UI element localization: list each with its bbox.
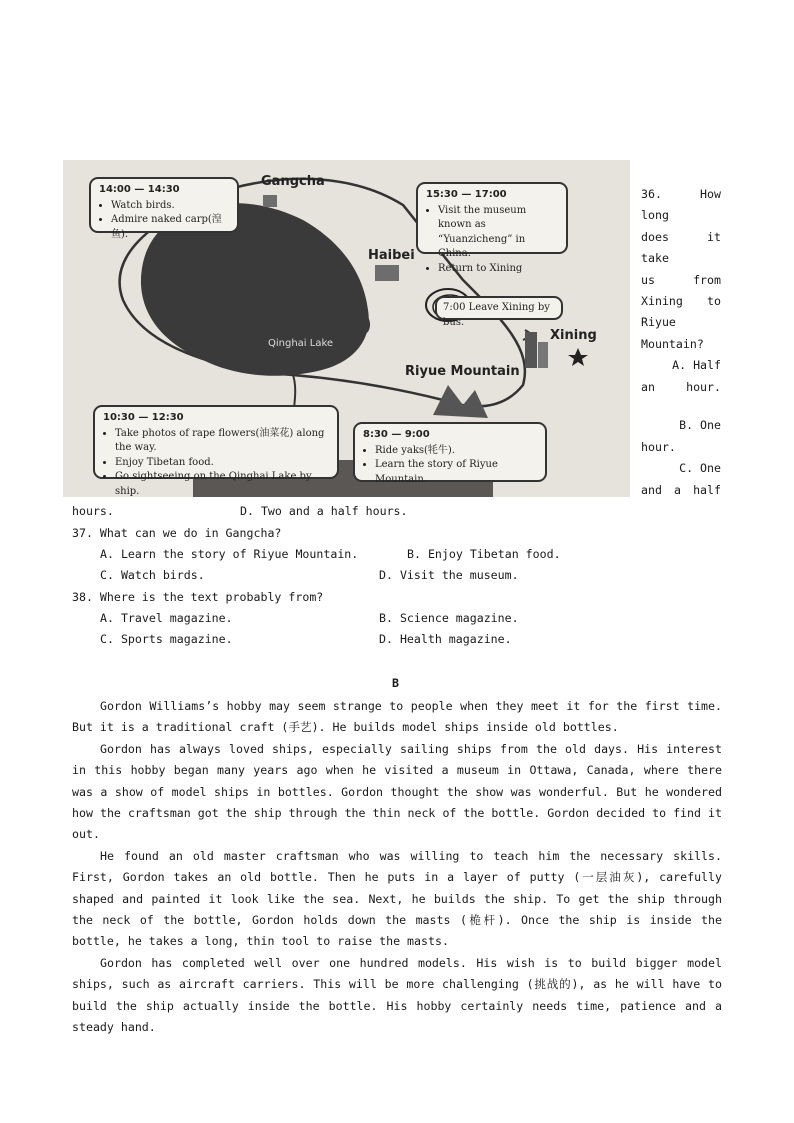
q36-option-a-cont: an hour. bbox=[641, 379, 721, 394]
section-b-passage bbox=[72, 696, 722, 1039]
question-36 bbox=[641, 184, 721, 398]
callout-riyue-item: • Learn the story of Riyue Mountain. bbox=[375, 458, 537, 487]
q37-option-b: B. Enjoy Tibetan food. bbox=[407, 547, 561, 561]
map-label-xining: Xining bbox=[550, 328, 597, 343]
q36-option-b-cont: hour. bbox=[641, 440, 676, 454]
map-label-qinghai-lake: Qinghai Lake bbox=[268, 338, 334, 349]
callout-riyue-time: 8:30 — 9:00 bbox=[363, 429, 430, 440]
callout-haibei bbox=[416, 182, 568, 274]
q36-option-c: C. One bbox=[679, 461, 721, 475]
passage-paragraph-1: Gordon Williams’s hobby may seem strange to people when they meet it for the first time. But it is a traditional craft (手艺). He builds model ships inside old bottles. bbox=[72, 699, 722, 735]
q37-option-c: C. Watch birds. bbox=[100, 568, 205, 582]
q36-line: Riyue bbox=[641, 315, 676, 330]
q36-option-a: A. Half bbox=[672, 358, 721, 373]
callout-gangcha-item: • Admire naked carp(湟鱼). bbox=[111, 213, 229, 242]
callout-haibei-item: • Visit the museum known as “Yuanzicheng” in China. bbox=[438, 204, 558, 262]
callout-gangcha-time: 14:00 — 14:30 bbox=[99, 184, 180, 195]
callout-lake-item: • Go sightseeing on the Qinghai Lake by ship. bbox=[115, 470, 329, 497]
q36-option-b: B. One bbox=[679, 418, 721, 432]
callout-lake-item: • Take photos of rape flowers(油菜花) along the way. bbox=[115, 427, 329, 456]
callout-qinghai-lake bbox=[93, 405, 339, 497]
callout-riyue-item: • Ride yaks(牦牛). bbox=[375, 444, 537, 459]
q36-line: Mountain? bbox=[641, 336, 704, 351]
q38-option-c: C. Sports magazine. bbox=[100, 632, 233, 646]
travel-map-image bbox=[63, 160, 630, 497]
map-label-gangcha: Gangcha bbox=[261, 174, 325, 189]
callout-haibei-time: 15:30 — 17:00 bbox=[426, 189, 507, 200]
section-b-heading: B bbox=[392, 676, 399, 690]
q38-question: 38. Where is the text probably from? bbox=[72, 590, 324, 604]
q36-option-c-end: hours. bbox=[72, 504, 114, 518]
q38-option-d: D. Health magazine. bbox=[379, 632, 512, 646]
q37-option-a: A. Learn the story of Riyue Mountain. bbox=[100, 547, 359, 561]
map-label-haibei: Haibei bbox=[368, 248, 415, 263]
q37-option-d: D. Visit the museum. bbox=[379, 568, 519, 582]
callout-haibei-item: • Return to Xining bbox=[438, 262, 558, 277]
q36-line: us from bbox=[641, 272, 721, 287]
passage-paragraph-3: He found an old master craftsman who was willing to teach him the necessary skills. First, Gordon takes an old bottle. Then he puts in a layer of putty (一层油灰), carefully shaped and painted it look like the sea. Next, he builds the ship. To get the ship through the neck of the bottle, Gordon holds down the masts (桅杆). Once the ship is inside the bottle, he takes a long, thin tool to raise the masts. bbox=[72, 848, 722, 949]
callout-riyue bbox=[353, 422, 547, 485]
q36-line: Xining to bbox=[641, 294, 721, 309]
q38-option-b: B. Science magazine. bbox=[379, 611, 519, 625]
q37-question: 37. What can we do in Gangcha? bbox=[72, 526, 282, 540]
callout-xining-text: 7:00 Leave Xining by bus. bbox=[443, 302, 550, 328]
q36-line: does it take bbox=[641, 229, 721, 266]
passage-paragraph-2: Gordon has always loved ships, especially sailing ships from the old days. His interest in this hobby began many years ago when he visited a museum in Ottawa, Canada, where there was a show of model ships in bottles. Gordon thought the show was wonderful. But he wondered how the craftsman got the ship through the thin neck of the bottle. Gordon decided to find it out. bbox=[72, 741, 722, 842]
q36-option-c-cont: and a half bbox=[641, 483, 721, 497]
callout-lake-time: 10:30 — 12:30 bbox=[103, 412, 184, 423]
q36-line: 36. How long bbox=[641, 187, 721, 223]
passage-paragraph-4: Gordon has completed well over one hundred models. His wish is to build bigger model ships, such as aircraft carriers. This will be more challenging (挑战的), as he will have to build the ship actually inside the bottle. His hobby certainly needs time, patience and a steady hand. bbox=[72, 955, 722, 1035]
callout-xining bbox=[435, 296, 563, 328]
q36-option-d: D. Two and a half hours. bbox=[240, 504, 408, 518]
callout-gangcha bbox=[89, 177, 239, 240]
callout-gangcha-item: • Watch birds. bbox=[111, 199, 229, 214]
q38-option-a: A. Travel magazine. bbox=[100, 611, 233, 625]
map-label-riyue-mountain: Riyue Mountain bbox=[405, 364, 520, 379]
callout-lake-item: • Enjoy Tibetan food. bbox=[115, 456, 329, 471]
